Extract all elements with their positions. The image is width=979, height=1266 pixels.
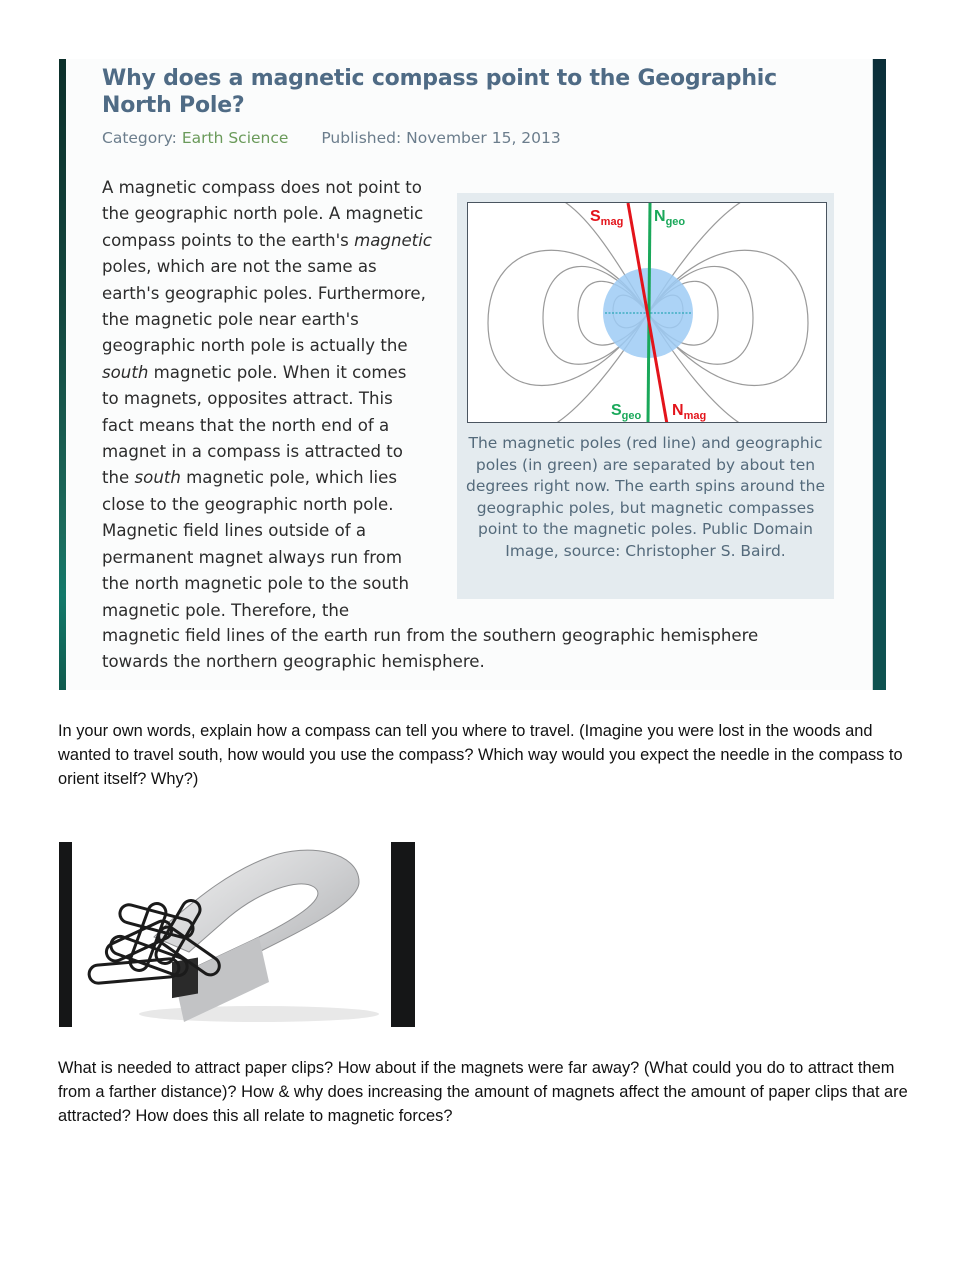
- magnet-with-paperclips-icon: [59, 842, 415, 1027]
- article-body: [102, 175, 447, 624]
- s-mag-label: $S_{mag}$: [590, 208, 624, 228]
- figure-caption: The magnetic poles (red line) and geographic poles (in green) are separated by about ten degrees right now. The earth spins around the geographic poles, but magnetic compasses point to the magnetic poles. Public Domain Image, source: Christopher S. Baird.: [466, 434, 825, 560]
- body-line: towards the northern geographic hemisphere.: [102, 652, 485, 672]
- body-line: the north magnetic pole to the south: [102, 574, 409, 594]
- body-line: to magnets, opposites attract. This: [102, 389, 393, 409]
- article-body-continued: [102, 623, 822, 676]
- question-compass: In your own words, explain how a compass can tell you where to travel. (Imagine you were lost in the woods and wanted to travel south, how would you use the compass? Which way would you expect the needle in the compass to orient itself? Why?): [58, 722, 903, 788]
- body-line: earth's geographic poles. Furthermore,: [102, 283, 426, 303]
- body-line: the magnetic pole near earth's: [102, 310, 359, 330]
- n-geo-label: $N_{geo}$: [654, 208, 686, 228]
- body-line: poles, which are not the same as: [102, 257, 377, 277]
- photo-edge-left: [59, 842, 72, 1027]
- magnetic-field-diagram: [467, 202, 827, 423]
- published-value: November 15, 2013: [406, 129, 561, 147]
- category-value: Earth Science: [181, 129, 289, 147]
- s-geo-label: $S_{geo}$: [611, 402, 642, 422]
- article-screenshot: [59, 59, 886, 690]
- published-label: Published:: [321, 129, 402, 147]
- body-line: geographic north pole is actually the: [102, 336, 408, 356]
- article-meta: [102, 129, 561, 147]
- body-line: close to the geographic north pole.: [102, 494, 394, 514]
- right-border-bar: [873, 59, 886, 690]
- body-line: the south magnetic pole, which lies: [102, 468, 397, 488]
- body-line: the geographic north pole. A magnetic: [102, 204, 424, 224]
- body-line: compass points to the earth's magnetic: [102, 230, 432, 250]
- body-line: magnet in a compass is attracted to: [102, 442, 403, 462]
- left-border-bar: [59, 59, 66, 690]
- article-title: Why does a magnetic compass point to the Geographic North Pole?: [102, 66, 777, 118]
- n-mag-label: $N_{mag}$: [672, 402, 707, 422]
- figure-box: [457, 193, 834, 599]
- body-line: magnetic pole. Therefore, the: [102, 600, 350, 620]
- magnet-photo: [59, 842, 415, 1027]
- body-line: Magnetic field lines outside of a: [102, 521, 367, 541]
- body-line: A magnetic compass does not point to: [102, 178, 422, 197]
- question-paper-clips: What is needed to attract paper clips? How about if the magnets were far away? (What could you do to attract them from a farther distance)? How & why does increasing the amount of magnets affect the amount of paper clips that are attracted? How does this all relate to magnetic forces?: [58, 1059, 908, 1125]
- body-line: permanent magnet always run from: [102, 547, 403, 567]
- photo-edge-right: [391, 842, 415, 1027]
- body-line: south magnetic pole. When it comes: [102, 362, 407, 382]
- body-line: magnetic field lines of the earth run from the southern geographic hemisphere: [102, 626, 759, 645]
- earth-magnetic-field-icon: [468, 203, 827, 423]
- body-line: fact means that the north end of a: [102, 415, 390, 435]
- category-label: Category:: [102, 129, 177, 147]
